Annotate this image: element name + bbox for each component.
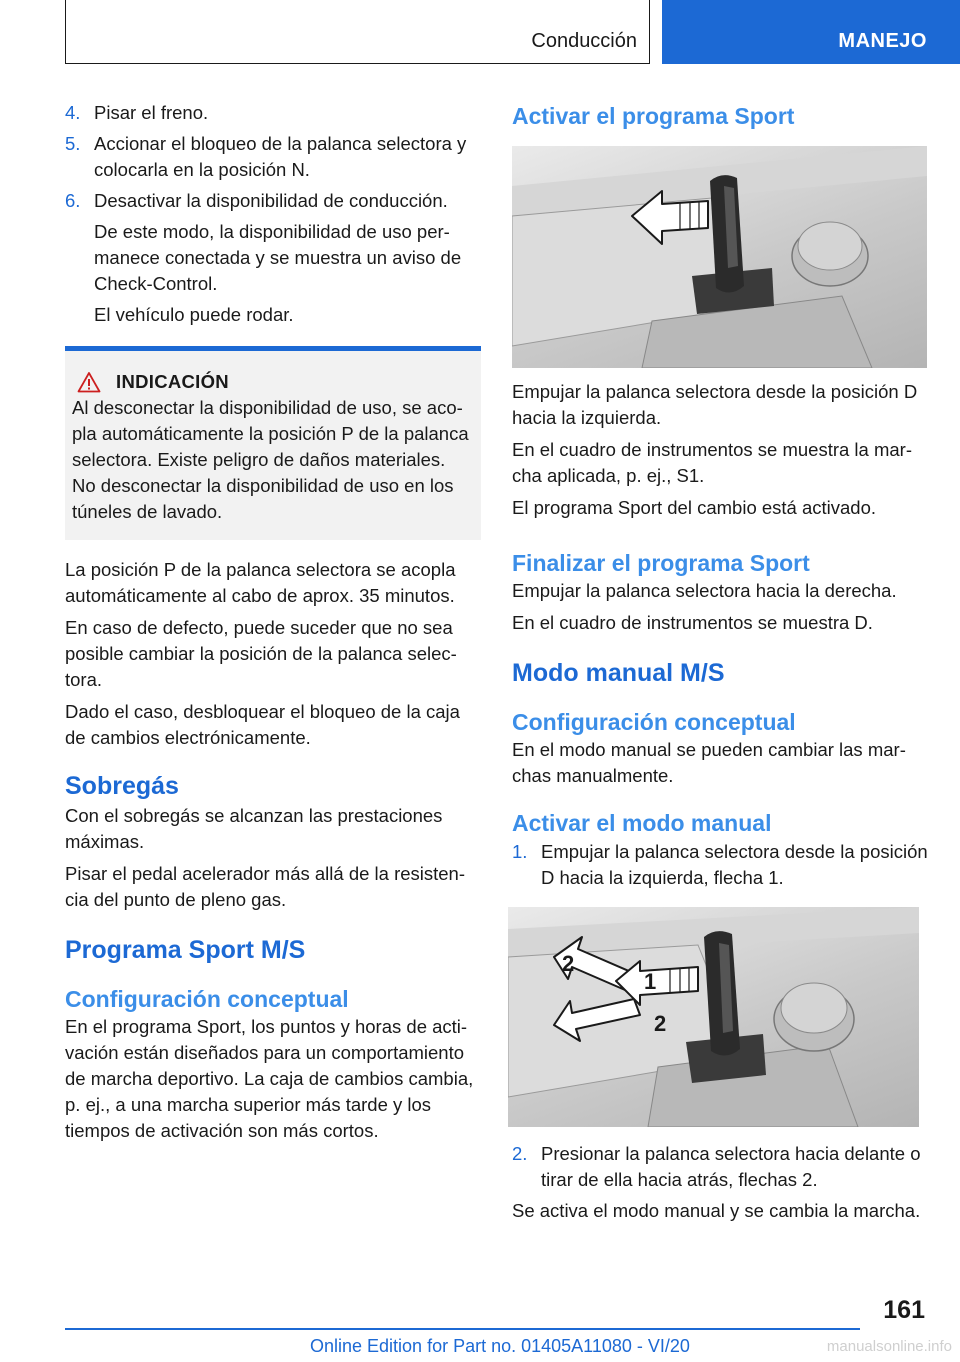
step-number: 2.	[512, 1143, 528, 1164]
heading-finalizar-sport: Finalizar el programa Sport	[512, 550, 810, 576]
paragraph: En caso de defecto, puede suceder que no sea posible cambiar la posición de la palanca selectora.	[65, 617, 457, 690]
warning-text: Al desconectar la disponibilidad de uso, se acopla automáticamente la posición P de la palanca selectora. Existe peligro de daños materiales. No desconectar la disponibilidad de uso en los túneles de lavado.	[72, 397, 469, 522]
chapter-title: MANEJO	[838, 30, 927, 52]
paragraph: El programa Sport del cambio está activado.	[512, 497, 877, 518]
step-text: Accionar el bloqueo de la palanca selectora y colocarla en la posición N.	[94, 133, 467, 180]
warning-box	[65, 346, 481, 540]
step-number: 1.	[512, 841, 528, 862]
right-column	[512, 100, 932, 1230]
heading-activar-manual: Activar el modo manual	[512, 810, 772, 836]
chapter-tab	[662, 0, 960, 64]
header-section-box	[65, 0, 650, 64]
paragraph: En el cuadro de instrumentos se muestra la marcha aplicada, p. ej., S1.	[512, 439, 912, 486]
step-6-note: El vehículo puede rodar.	[94, 304, 294, 325]
heading-configuracion: Configuración conceptual	[65, 986, 349, 1012]
paragraph: En el programa Sport, los puntos y horas de activación están diseñados para un comportamiento de marcha deportivo. La caja de cambios cambia, p. ej., a una marcha superior más tarde y los tiempos de activación son más cortos.	[65, 1016, 474, 1141]
paragraph: Con el sobregás se alcanzan las prestaciones máximas.	[65, 805, 443, 852]
paragraph: Pisar el pedal acelerador más allá de la resistencia del punto de pleno gas.	[65, 863, 466, 910]
paragraph: En el modo manual se pueden cambiar las marchas manualmente.	[512, 739, 906, 786]
step-6	[65, 188, 481, 214]
paragraph: La posición P de la palanca selectora se acopla automáticamente al cabo de aprox. 35 minutos.	[65, 559, 456, 606]
gear-selector-figure	[512, 146, 927, 368]
step-number: 5.	[65, 133, 81, 154]
step-6-note: De este modo, la disponibilidad de uso permanece conectada y se muestra un aviso de Check-Control.	[94, 221, 462, 294]
footer-rule	[65, 1328, 860, 1330]
paragraph: Se activa el modo manual y se cambia la marcha.	[512, 1200, 921, 1221]
step-text: Presionar la palanca selectora hacia delante o tirar de ella hacia atrás, flechas 2.	[541, 1143, 921, 1190]
step-text: Empujar la palanca selectora desde la posición D hacia la izquierda, flecha 1.	[541, 841, 928, 888]
section-title: Conducción	[531, 30, 637, 52]
page-number: 161	[883, 1296, 925, 1324]
footer-edition: Online Edition for Part no. 01405A11080 - VI/20	[310, 1336, 690, 1356]
step-4	[65, 100, 481, 126]
paragraph: Empujar la palanca selectora hacia la derecha.	[512, 580, 897, 601]
heading-sobregas: Sobregás	[65, 772, 179, 800]
step-5	[65, 131, 481, 183]
paragraph: Empujar la palanca selectora desde la posición D hacia la izquierda.	[512, 381, 918, 428]
step-number: 4.	[65, 102, 81, 123]
manual-mode-figure	[508, 907, 919, 1127]
warning-header	[77, 371, 472, 393]
step-text: Desactivar la disponibilidad de conducción.	[94, 190, 448, 211]
heading-programa-sport: Programa Sport M/S	[65, 936, 306, 964]
arrow-1-label: 1	[644, 969, 657, 994]
step-number: 6.	[65, 190, 81, 211]
warning-triangle-icon	[77, 371, 101, 393]
paragraph: Dado el caso, desbloquear el bloqueo de la caja de cambios electrónicamente.	[65, 701, 460, 748]
warning-title: INDICACIÓN	[116, 371, 229, 392]
arrow-2-label: 2	[654, 1011, 667, 1036]
heading-modo-manual: Modo manual M/S	[512, 659, 725, 687]
paragraph: En el cuadro de instrumentos se muestra D.	[512, 612, 873, 633]
heading-activar-sport: Activar el programa Sport	[512, 103, 795, 129]
step-text: Pisar el freno.	[94, 102, 209, 123]
heading-configuracion-manual: Configuración conceptual	[512, 709, 796, 735]
arrow-2-label: 2	[562, 951, 575, 976]
manual-step-2	[512, 1141, 932, 1193]
left-column	[65, 100, 481, 1150]
watermark-site: manualsonline.info	[826, 1338, 952, 1355]
manual-step-1	[512, 839, 932, 891]
